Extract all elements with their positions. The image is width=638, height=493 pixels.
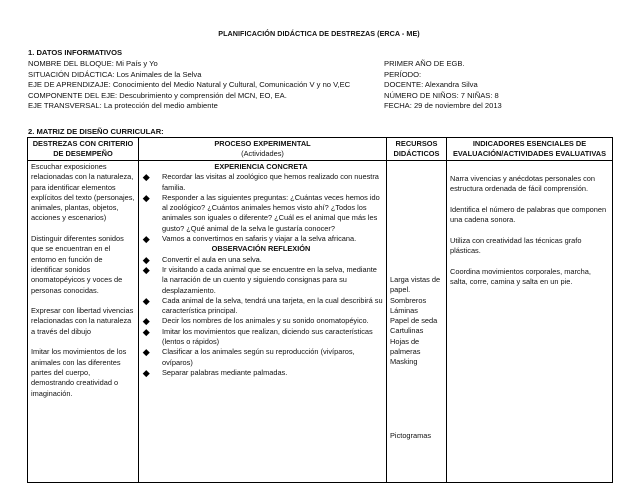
experiencia-concreta-heading: EXPERIENCIA CONCRETA (214, 162, 308, 171)
header-proceso-sub: (Actividades) (241, 149, 284, 158)
list-item-text: Decir los nombres de los animales y su sonido onomatopéyico. (162, 316, 369, 326)
bullet-icon (143, 195, 149, 201)
list-item-text: Vamos a convertirnos en safaris y viajar a la selva africana. (162, 234, 357, 244)
proceso-cell (139, 161, 387, 483)
list-item (139, 234, 383, 244)
info-componente: COMPONENTE DEL EJE: Descubrimiento y comprensión del MCN, EO, EA. (28, 90, 287, 100)
bullet-icon (143, 174, 149, 180)
indicador-item: Identifica el número de palabras que componen una cadena sonora. (450, 204, 607, 225)
list-item (139, 316, 383, 326)
list-item-text: Cada animal de la selva, tendrá una tarjeta, en la cual describirá su característica principal. (162, 295, 383, 316)
bullet-icon (143, 298, 149, 304)
bullet-icon (143, 370, 149, 376)
list-item (139, 193, 383, 234)
destreza-item: Imitar los movimientos de los animales con las diferentes partes del cuerpo, demostrando creatividad o imaginación. (31, 347, 127, 398)
indicador-item: Utiliza con creatividad las técnicas grafo plásticas. (450, 235, 582, 256)
indicadores-cell (447, 161, 613, 483)
destreza-item: Expresar con libertad vivencias relacionadas con la naturaleza a través del dibujo (31, 306, 134, 336)
header-proceso-title: PROCESO EXPERIMENTAL (214, 139, 311, 148)
observacion-reflexion-heading: OBSERVACIÓN REFLEXIÓN (211, 244, 311, 254)
header-proceso (139, 138, 387, 161)
list-item (139, 255, 383, 265)
indicador-item: Coordina movimientos corporales, marcha, salta, corre, camina y salta en un pie. (450, 266, 591, 286)
info-numero-ninos: NÚMERO DE NIÑOS: 7 NIÑAS: 8 (384, 90, 499, 100)
experiencia-list (139, 172, 383, 244)
bullet-icon (143, 319, 149, 325)
destreza-item: Escuchar exposiciones relacionadas con la naturaleza, para identificar elementos explícitos del texto (personajes, animales, plantas, objetos, acciones y escenarios) (31, 162, 135, 223)
info-block (28, 59, 618, 112)
list-item (139, 296, 383, 317)
list-item: Sombreros (390, 295, 427, 305)
list-item-text: Ir visitando a cada animal que se encuentre en la selva, mediante la narración de un cuento y siguiendo consignas para su desplazamiento. (162, 264, 377, 295)
list-item: Láminas (390, 305, 418, 315)
list-item-text: Imitar los movimientos que realizan, diciendo sus características (lentos o rápidos) (162, 326, 373, 347)
table-header-row (28, 138, 613, 161)
list-item-text: Recordar las visitas al zoológico que hemos realizado con nuestra familia. (162, 172, 379, 192)
list-item (139, 347, 383, 368)
info-eje-aprendizaje: EJE DE APRENDIZAJE: Conocimiento del Medio Natural y Cultural, Comunicación V y no V,EC (28, 80, 351, 90)
info-situacion: SITUACIÓN DIDÁCTICA: Los Animales de la Selva (28, 69, 202, 79)
bullet-icon (143, 236, 149, 242)
bullet-icon (143, 257, 149, 263)
info-nombre-bloque: NOMBRE DEL BLOQUE: Mi País y Yo (28, 59, 158, 68)
info-periodo: PERÍODO: (384, 69, 422, 79)
destreza-item: Distinguir diferentes sonidos que se encuentran en el entorno en función de identificar sonidos onomatopéyicos y voces de personas conocidas. (31, 234, 124, 295)
info-anio: PRIMER AÑO DE EGB. (384, 59, 465, 68)
header-indicadores: INDICADORES ESENCIALES DE EVALUACIÓN/ACTIVIDADES EVALUATIVAS (447, 138, 613, 161)
table-row (28, 161, 613, 483)
list-item (139, 265, 383, 296)
list-item (139, 327, 383, 348)
section-heading-matriz: 2. MATRIZ DE DISEÑO CURRICULAR: (28, 127, 164, 136)
list-item: Larga vistas de papel. (390, 275, 441, 295)
info-docente: DOCENTE: Alexandra Silva (384, 80, 478, 90)
recursos-cell (387, 161, 447, 483)
info-fecha: FECHA: 29 de noviembre del 2013 (384, 101, 502, 111)
recurso-pictogramas: Pictogramas (390, 431, 432, 440)
list-item: Papel de seda (390, 316, 438, 326)
bullet-icon (143, 267, 149, 273)
curriculum-matrix-table (27, 137, 613, 483)
list-item: Cartulinas (390, 326, 424, 336)
header-destrezas: DESTREZAS CON CRITERIO DE DESEMPEÑO (28, 138, 139, 161)
list-item-text: Clasificar a los animales según su reproducción (vivíparos, ovíparos) (162, 347, 355, 367)
list-item: Masking (390, 357, 418, 367)
indicador-item: Narra vivencias y anécdotas personales con estructura ordenada de fácil comprensión. (450, 174, 596, 194)
list-item-text: Responder a las siguientes preguntas: ¿Cuántas veces hemos ido al zoológico? ¿Cuántos animales hemos visto ahí? ¿Todos los animales son iguales o diferente? ¿Cuál es el animal que más les gusto? ¿Qué animal de la selva le gustaría conocer? (162, 192, 380, 233)
header-recursos (387, 138, 447, 161)
destrezas-cell (28, 161, 139, 483)
header-recursos-line1: RECURSOS (395, 139, 438, 148)
section-heading-datos: 1. DATOS INFORMATIVOS (28, 48, 123, 57)
bullet-icon (143, 349, 149, 355)
document-title: PLANIFICACIÓN DIDÁCTICA DE DESTREZAS (ERCA - ME) (218, 29, 420, 38)
info-eje-transversal: EJE TRANSVERSAL: La protección del medio ambiente (28, 101, 218, 111)
bullet-icon (143, 329, 149, 335)
list-item (139, 172, 383, 193)
header-recursos-line2: DIDÁCTICOS (393, 149, 440, 158)
list-item-text: Convertir el aula en una selva. (162, 254, 262, 264)
list-item (139, 368, 383, 378)
list-item: Hojas de palmeras (390, 336, 421, 357)
list-item-text: Separar palabras mediante palmadas. (162, 367, 288, 377)
recursos-list (390, 275, 446, 368)
observacion-list (139, 255, 383, 379)
